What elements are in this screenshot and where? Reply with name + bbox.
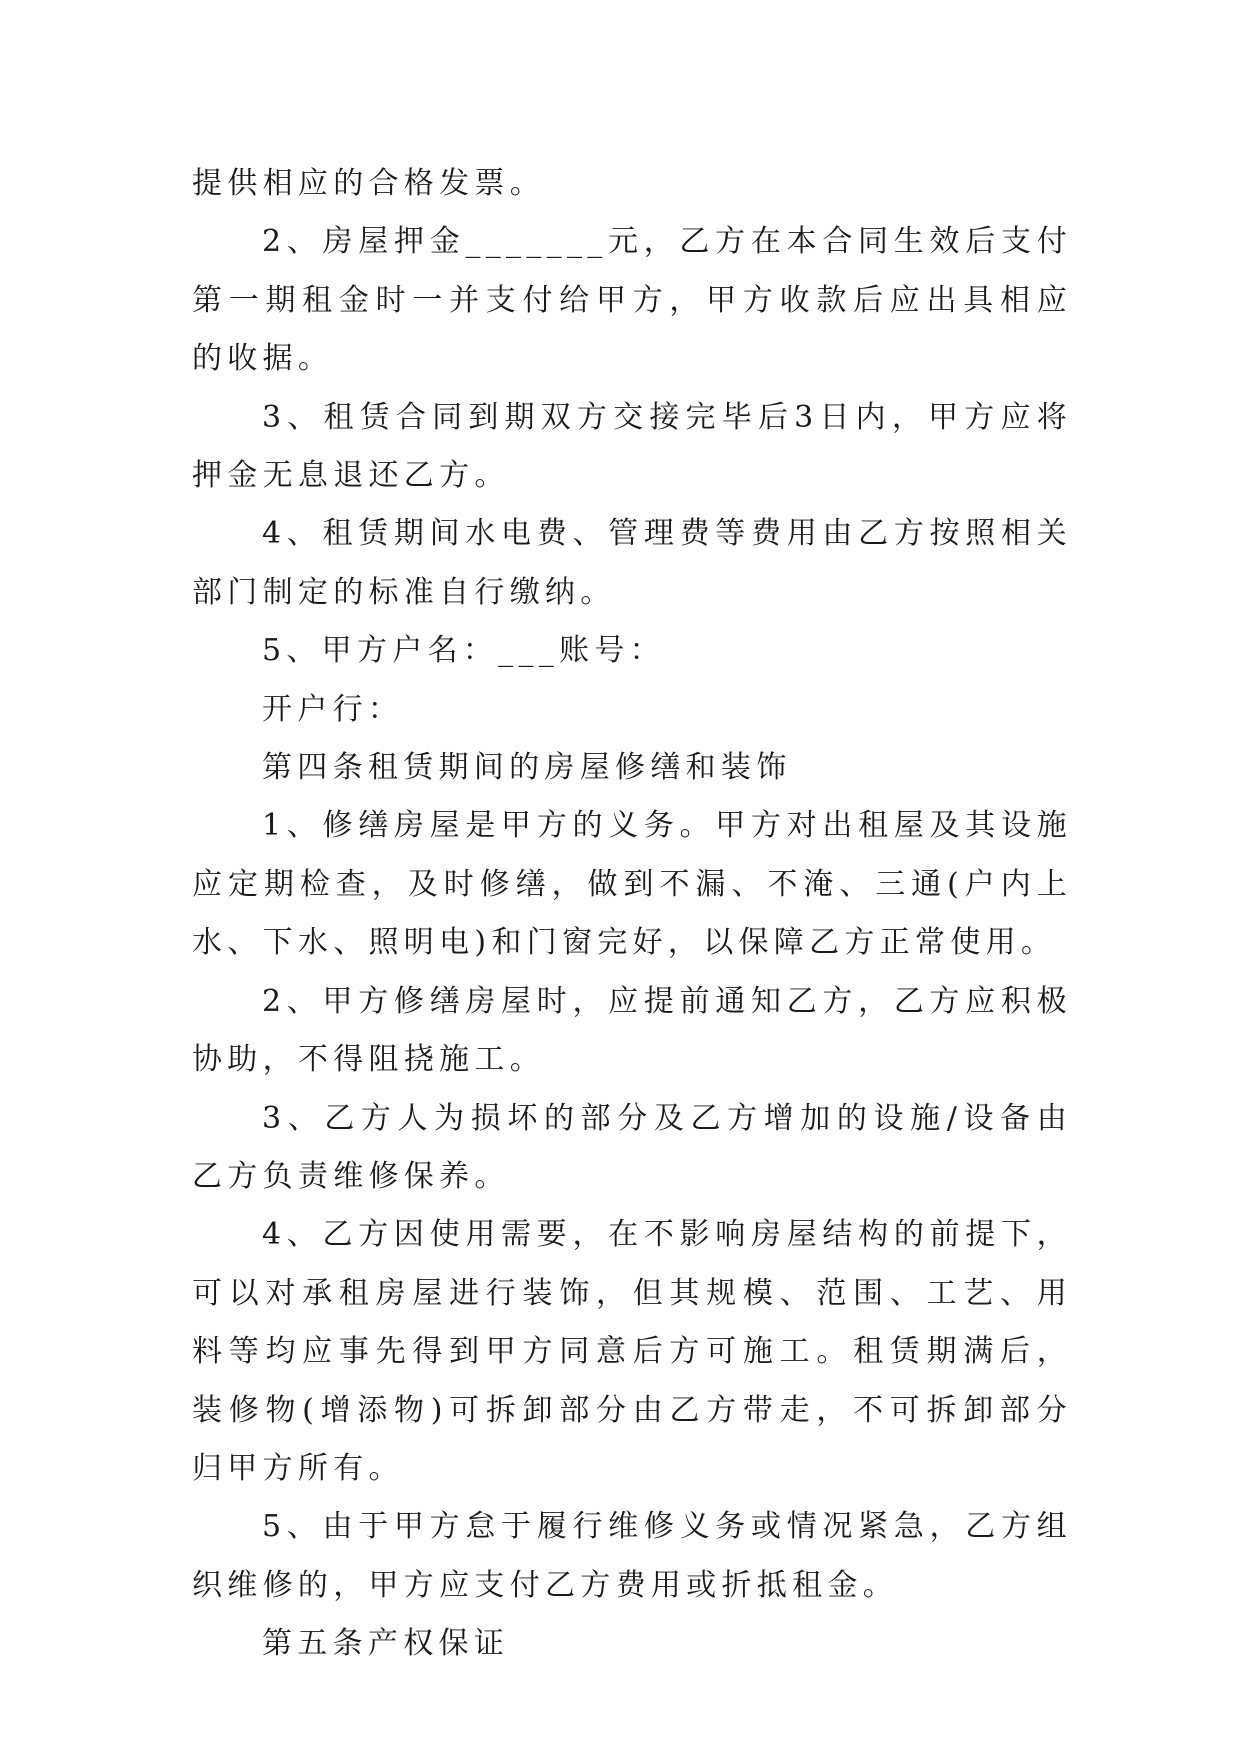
paragraph-bank: 开户行： <box>262 691 404 727</box>
paragraph-utility-fees: 4、租赁期间水电费、管理费等费用由乙方按照相关部门制定的标准自行缴纳。 <box>192 516 1072 610</box>
paragraph-repair-notice: 2、甲方修缮房屋时，应提前通知乙方，乙方应积极协助，不得阻挠施工。 <box>192 983 1072 1078</box>
paragraph-invoice-continuation: 提供相应的合格发票。 <box>192 166 545 201</box>
section-heading-article-5: 第五条产权保证 <box>262 1626 510 1662</box>
paragraph-emergency-repair: 5、由于甲方怠于履行维修义务或情况紧急，乙方组织维修的，甲方应支付乙方费用或折抵租金。 <box>192 1509 1072 1603</box>
paragraph-account-name: 5、甲方户名：___账号： <box>262 633 665 669</box>
section-heading-article-4: 第四条租赁期间的房屋修缮和装饰 <box>262 750 792 786</box>
document-body <box>192 155 1072 1674</box>
paragraph-deposit: 2、房屋押金_______元，乙方在本合同生效后支付第一期租金时一并支付给甲方，甲方收款后应出具相应的收据。 <box>192 224 1072 377</box>
paragraph-repair-duty: 1、修缮房屋是甲方的义务。甲方对出租屋及其设施应定期检查，及时修缮，做到不漏、不淹、三通(户内上水、下水、照明电)和门窗完好，以保障乙方正常使用。 <box>192 808 1072 961</box>
paragraph-damage-responsibility: 3、乙方人为损坏的部分及乙方增加的设施/设备由乙方负责维修保养。 <box>192 1100 1072 1194</box>
paragraph-decoration: 4、乙方因使用需要，在不影响房屋结构的前提下，可以对承租房屋进行装饰，但其规模、范围、工艺、用料等均应事先得到甲方同意后方可施工。租赁期满后，装修物(增添物)可拆卸部分由乙方带走，不可拆卸部分归甲方所有。 <box>192 1217 1072 1486</box>
paragraph-deposit-refund: 3、租赁合同到期双方交接完毕后3日内，甲方应将押金无息退还乙方。 <box>192 399 1072 494</box>
